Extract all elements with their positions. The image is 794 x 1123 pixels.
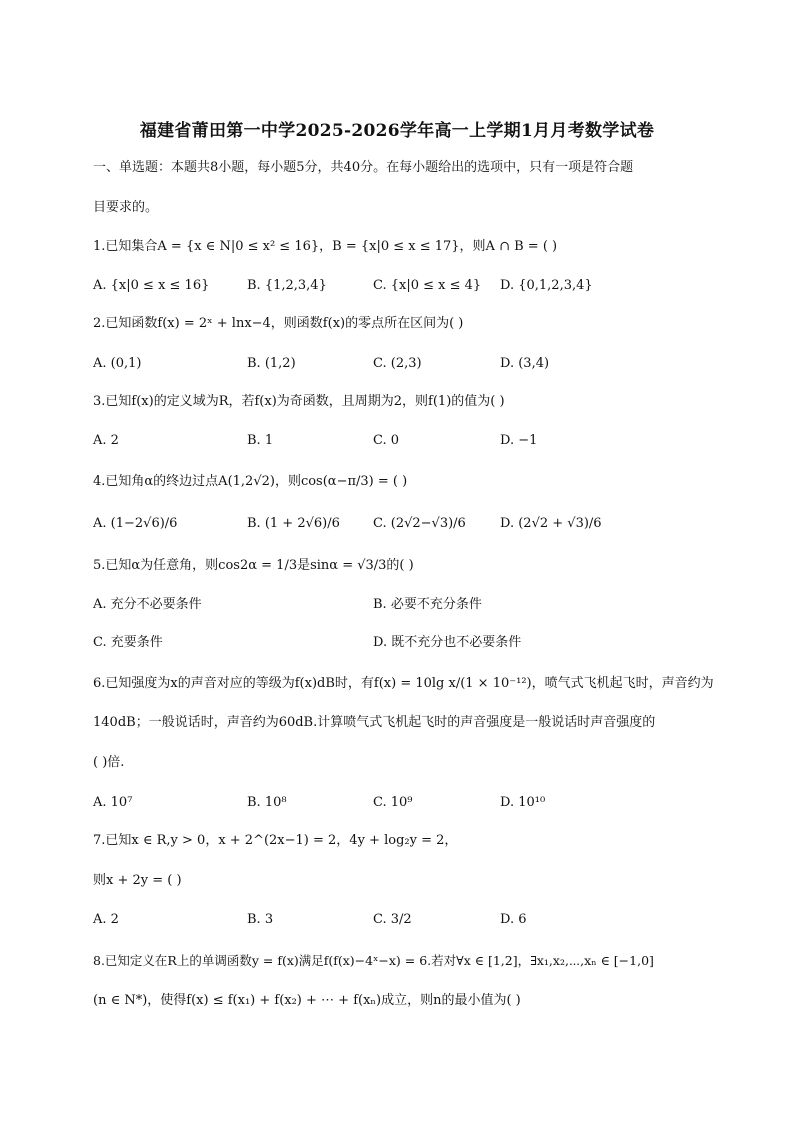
page-title: 福建省莆田第一中学2025-2026学年高一上学期1月月考数学试卷 [139, 121, 655, 141]
question-6-line3: ( )倍. [93, 755, 125, 770]
question-8-line2: (n ∈ N*)，使得f(x) ≤ f(x₁) + f(x₂) + ⋯ + f(xₙ)成立，则n的最小值为( ) [93, 993, 521, 1008]
q3-option-c: C. 0 [373, 433, 400, 448]
section-instructions-line1: 一、单选题：本题共8小题，每小题5分，共40分。在每小题给出的选项中，只有一项是符合题 [93, 160, 634, 175]
question-1-stem: 1.已知集合A = {x ∈ N|0 ≤ x² ≤ 16}，B = {x|0 ≤ x ≤ 17}，则A ∩ B = ( ) [93, 239, 558, 254]
q3-option-d: D. −1 [500, 433, 538, 448]
question-7-line2: 则x + 2y = ( ) [93, 873, 182, 888]
q4-option-a: A. (1−2√6)/6 [93, 516, 178, 531]
q2-option-c: C. (2,3) [373, 356, 422, 371]
q6-option-b: B. 10⁸ [247, 795, 287, 810]
question-5-stem: 5.已知α为任意角，则cos2α = 1/3是sinα = √3/3的( ) [93, 558, 414, 573]
q4-option-c: C. (2√2−√3)/6 [373, 516, 466, 531]
section-instructions-line2: 目要求的。 [93, 200, 159, 215]
q5-option-b: B. 必要不充分条件 [373, 597, 482, 612]
question-7-line1: 7.已知x ∈ R,y > 0，x + 2^(2x−1) = 2，4y + log₂y = 2， [93, 833, 458, 848]
q6-option-d: D. 10¹⁰ [500, 795, 546, 810]
question-2-stem: 2.已知函数f(x) = 2ˣ + lnx−4，则函数f(x)的零点所在区间为( ) [93, 316, 464, 331]
q5-option-c: C. 充要条件 [93, 635, 163, 650]
q6-option-a: A. 10⁷ [93, 795, 133, 810]
q4-option-d: D. (2√2 + √3)/6 [500, 516, 602, 531]
q5-option-a: A. 充分不必要条件 [93, 597, 202, 612]
q2-option-d: D. (3,4) [500, 356, 550, 371]
q7-option-d: D. 6 [500, 912, 527, 927]
q2-option-a: A. (0,1) [93, 356, 142, 371]
question-6-line2: 140dB；一般说话时，声音约为60dB.计算喷气式飞机起飞时的声音强度是一般说话时声音强度的 [93, 715, 656, 730]
q1-option-a: A. {x|0 ≤ x ≤ 16} [93, 278, 210, 293]
question-6-line1: 6.已知强度为x的声音对应的等级为f(x)dB时，有f(x) = 10lg x/(1 × 10⁻¹²)，喷气式飞机起飞时，声音约为 [93, 676, 714, 691]
q1-option-b: B. {1,2,3,4} [247, 278, 327, 293]
q2-option-b: B. (1,2) [247, 356, 296, 371]
q7-option-a: A. 2 [93, 912, 119, 927]
question-8-line1: 8.已知定义在R上的单调函数y = f(x)满足f(f(x)−4ˣ−x) = 6.若对∀x ∈ [1,2]，∃x₁,x₂,⋯,xₙ ∈ [−1,0] [93, 953, 654, 968]
q5-option-d: D. 既不充分也不必要条件 [373, 635, 522, 650]
q6-option-c: C. 10⁹ [373, 795, 413, 810]
q3-option-a: A. 2 [93, 433, 119, 448]
q1-option-c: C. {x|0 ≤ x ≤ 4} [373, 278, 482, 293]
q7-option-c: C. 3/2 [373, 912, 412, 927]
q7-option-b: B. 3 [247, 912, 274, 927]
question-3-stem: 3.已知f(x)的定义域为R，若f(x)为奇函数，且周期为2，则f(1)的值为( ) [93, 394, 505, 409]
question-4-stem: 4.已知角α的终边过点A(1,2√2)，则cos(α−π/3) = ( ) [93, 474, 408, 489]
q4-option-b: B. (1 + 2√6)/6 [247, 516, 340, 531]
q1-option-d: D. {0,1,2,3,4} [500, 278, 593, 293]
q3-option-b: B. 1 [247, 433, 274, 448]
